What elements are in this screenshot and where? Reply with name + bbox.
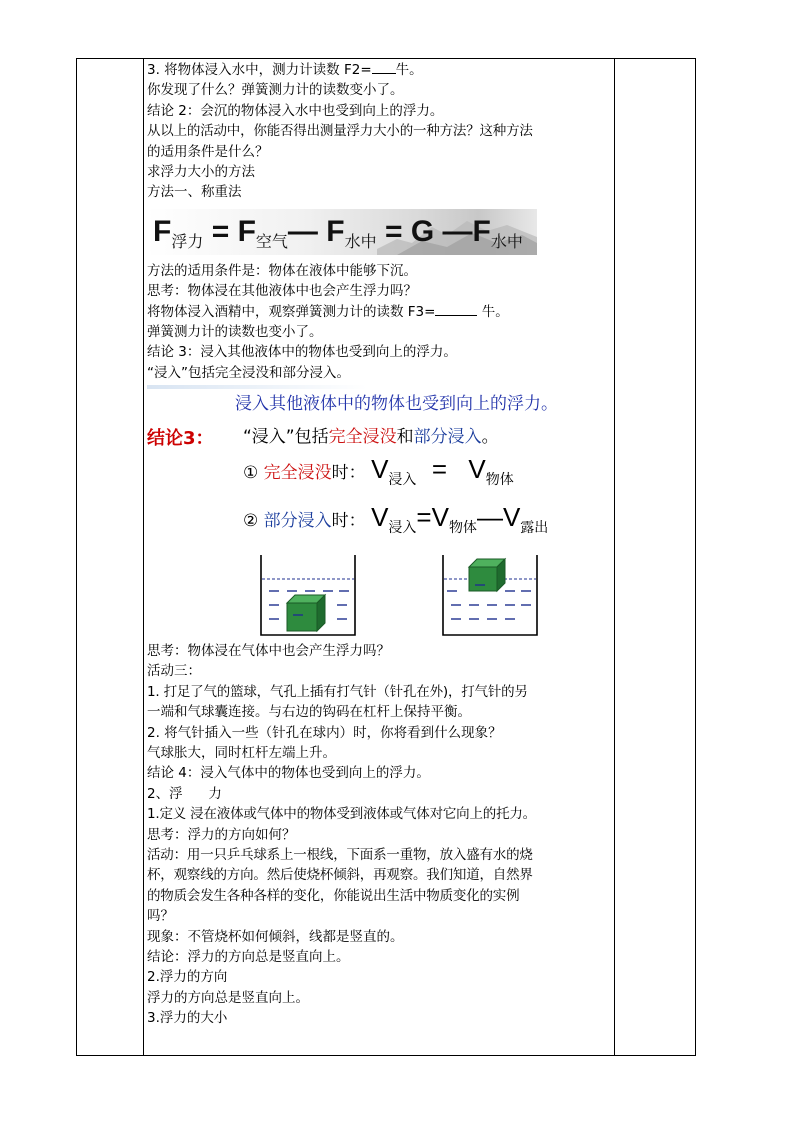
fill-blank: [372, 60, 396, 74]
formula-subscript: 水中: [490, 233, 523, 251]
volume-symbol: V: [371, 454, 389, 485]
text-line: 你发现了什么？弹簧测力计的读数变小了。: [147, 82, 404, 99]
section-heading: 2、浮 力: [147, 785, 222, 802]
text-line: “浸入”包括完全浸没和部分浸入。: [147, 364, 350, 381]
text-line: 1. 打足了气的篮球，气孔上插有打气针（针孔在外)，打气针的另: [147, 683, 528, 700]
volume-subscript: 物体: [448, 520, 477, 537]
volume-subscript: 浸入: [388, 520, 417, 537]
formula-symbol: F: [326, 214, 345, 248]
equation-operator: —: [476, 502, 503, 533]
text-line: 1.定义 浸在液体或气体中的物体受到液体或气体对它向上的托力。: [147, 806, 536, 823]
text-line: 结论：浮力的方向总是竖直向上。: [147, 948, 350, 965]
formula-operator: —: [442, 214, 473, 248]
formula-symbol: F: [472, 214, 491, 248]
full-immersion-beaker: [261, 555, 355, 635]
line-text: 牛。: [477, 303, 509, 320]
volume-subscript: 物体: [485, 472, 514, 489]
formula-operator: =: [211, 214, 230, 248]
term-full-immersion: 完全浸没: [263, 463, 332, 484]
line-text: 3. 将物体浸入水中，测力计读数 F2=: [147, 62, 372, 78]
text-line: 思考：浮力的方向如何？: [147, 826, 296, 843]
text-line: 杯，观察线的方向。然后使烧杯倾斜，再观察。我们知道，自然界: [147, 867, 533, 884]
term-partial-immersion: 部分浸入: [413, 427, 482, 448]
item-number: ①: [243, 463, 259, 484]
lesson-content-cell: [147, 60, 612, 1029]
formula-subscript: 浮力: [171, 233, 204, 251]
text-line: 2.浮力的方向: [147, 969, 228, 986]
line-text: 牛。: [395, 62, 423, 78]
volume-symbol: V: [468, 454, 486, 485]
conclusion-label: 结论3：: [147, 428, 214, 450]
term-partial-immersion: 部分浸入: [263, 511, 332, 532]
conclusion-part: 。: [481, 427, 499, 448]
slide-header-ribbon: [147, 385, 367, 389]
text-line: 弹簧测力计的读数也变小了。: [147, 323, 323, 340]
volume-symbol: V: [431, 502, 449, 533]
text-line: 2. 将气针插入一些（针孔在球内）时，你将看到什么现象？: [147, 724, 502, 741]
text-line: 的物质会发生各种各样的变化，你能说出生活中物质变化的实例: [147, 887, 520, 904]
text-line: 思考：物体浸在气体中也会产生浮力吗？: [147, 643, 390, 660]
text-line: 浮力的方向总是竖直向上。: [147, 989, 309, 1006]
text-line: 一端和气球囊连接。与右边的钩码在杠杆上保持平衡。: [147, 704, 471, 721]
equation-suffix: 时：: [331, 463, 366, 484]
floating-cube: [469, 559, 505, 591]
conclusion-part: “浸入”包括: [243, 427, 329, 448]
term-full-immersion: 完全浸没: [328, 427, 397, 448]
text-line: 活动三：: [147, 663, 201, 680]
text-line: 结论 4：浸入气体中的物体也受到向上的浮力。: [147, 765, 430, 782]
full-immersion-equation: [243, 454, 612, 499]
text-line: [147, 302, 612, 322]
table-column-divider-right: [614, 58, 615, 1056]
text-line: 从以上的活动中，你能否得出测量浮力大小的一种方法？这种方法: [147, 123, 533, 140]
text-line: 方法的适用条件是：物体在液体中能够下沉。: [147, 262, 417, 279]
text-line: 3.浮力的大小: [147, 1010, 228, 1027]
weighing-method-formula-image: [147, 209, 537, 255]
formula-subscript: 水中: [344, 233, 377, 251]
text-line: [147, 60, 612, 80]
volume-subscript: 露出: [520, 520, 549, 537]
text-line: 的适用条件是什么？: [147, 143, 269, 160]
volume-subscript: 浸入: [388, 472, 417, 489]
buoyancy-formula: [153, 213, 523, 262]
partial-immersion-equation: [243, 502, 612, 547]
conclusion-text: [243, 427, 499, 447]
text-line: 方法一、称重法: [147, 184, 242, 201]
text-line: 思考：物体浸在其他液体中也会产生浮力吗？: [147, 283, 417, 300]
formula-symbol: F: [153, 214, 172, 248]
text-line: 结论 2：会沉的物体浸入水中也受到向上的浮力。: [147, 102, 444, 119]
line-text: 将物体浸入酒精中，观察弹簧测力计的读数 F3=: [147, 303, 436, 320]
formula-symbol: G: [410, 214, 435, 248]
text-line: 吗？: [147, 908, 174, 925]
volume-symbol: V: [502, 502, 521, 533]
formula-operator: —: [287, 214, 318, 248]
submerged-cube: [287, 595, 325, 631]
text-line: 气球胀大，同时杠杆左端上升。: [147, 745, 336, 762]
table-column-divider-left: [143, 58, 144, 1056]
fill-blank: [435, 302, 477, 316]
formula-symbol: F: [237, 214, 256, 248]
formula-subscript: 空气: [255, 233, 288, 251]
volume-symbol: V: [371, 502, 389, 533]
partial-immersion-beaker: [443, 555, 537, 635]
equation-suffix: 时：: [331, 511, 366, 532]
conclusion-part: 和: [396, 427, 414, 448]
text-line: 结论 3：浸入其他液体中的物体也受到向上的浮力。: [147, 344, 457, 361]
beaker-diagrams: [147, 553, 612, 641]
text-line: 活动：用一只乒乓球系上一根线，下面系一重物，放入盛有水的烧: [147, 846, 533, 863]
text-line: 求浮力大小的方法: [147, 163, 255, 180]
item-number: ②: [243, 511, 259, 532]
equation-operator: =: [431, 454, 447, 485]
slide-title: 浸入其他液体中的物体也受到向上的浮力。: [235, 394, 558, 415]
text-line: 现象：不管烧杯如何倾斜，线都是竖直的。: [147, 928, 404, 945]
equation-operator: =: [416, 502, 432, 533]
immersion-illustration: [147, 553, 612, 641]
formula-operator: =: [384, 214, 403, 248]
